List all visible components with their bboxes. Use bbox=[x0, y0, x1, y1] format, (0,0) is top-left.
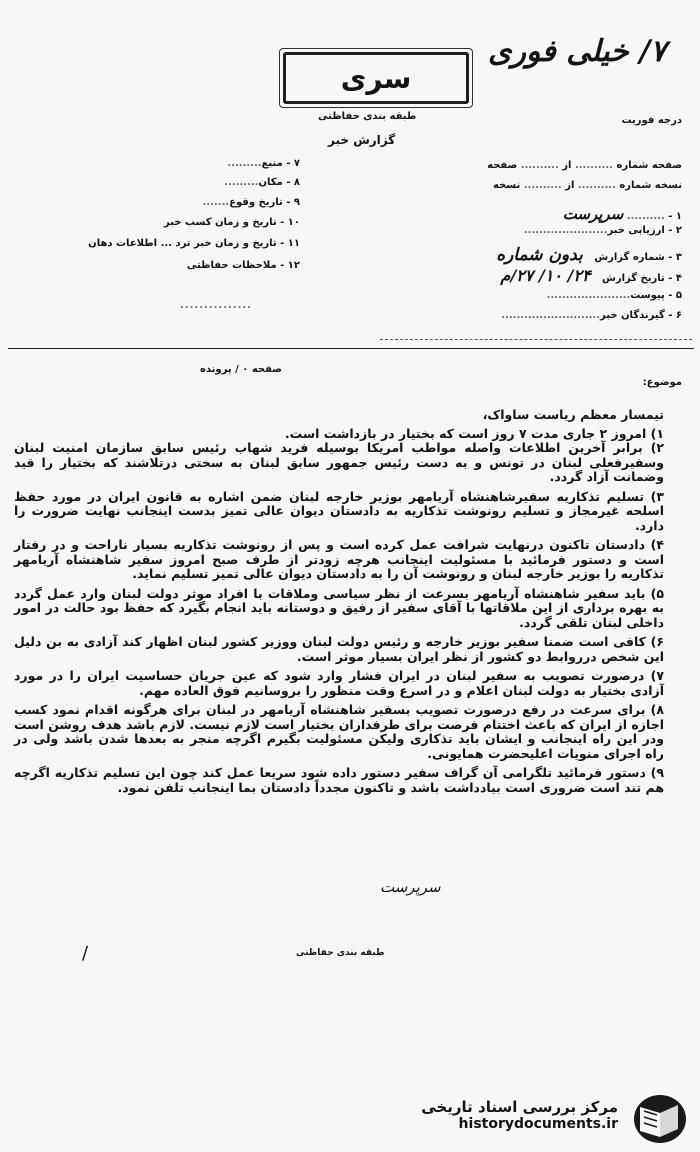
classification-caption: طبقه بندی حفاظتی bbox=[318, 111, 417, 122]
field-6: ۶ - گیرندگان خبر.......................... bbox=[501, 310, 682, 321]
paragraph-6: ۶) کافی است ضمنا سفیر بوزیر خارجه و رئیس دولت لبنان ووزیر کشور لبنان اظهار کند آزادی به بن دلیل این شخص درروابط دو کشور از نظر ایران بسیار موثر است. bbox=[14, 634, 664, 664]
field-12: ۱۲ - ملاحظات حفاظتی bbox=[186, 260, 300, 271]
handwritten-body-note: سرپرست bbox=[380, 878, 441, 896]
page-number-field: صفحه شماره .......... از .......... صفحه bbox=[487, 160, 682, 171]
paragraph-7: ۷) درصورت تصویب به سفیر لبنان در ایران فشار وارد شود که عین جریان حساسیت ایران را در مورد آزادی بختیار به دولت لبنان اعلام و در اسرع وقت منظور را بروسانیم فوق العاده مهم. bbox=[14, 668, 664, 698]
report-title: گزارش خبر bbox=[328, 133, 396, 147]
field-7: ۷ - منبع......... bbox=[227, 158, 300, 169]
field-2: ۲ - ارزیابی خبر...................... bbox=[523, 225, 682, 236]
margin-mark: ∕ bbox=[82, 943, 89, 964]
field-4: ۴ - تاریخ گزارش ۲۴/ ۱۰/ ۲۷/م bbox=[500, 266, 682, 285]
field-11: ۱۱ - تاریخ و زمان خبر ترد ... اطلاعات دهان bbox=[88, 238, 300, 249]
field-3: ۳ - شماره گزارش بدون شماره bbox=[496, 245, 682, 265]
field-9: ۹ - تاریخ وقوع....... bbox=[202, 197, 300, 208]
paragraph-8: ۸) برای سرعت در رفع درصورت تصویب بسفیر شاهنشاه آریامهر در لبنان برای هرگونه اقدام نمود کسب اجازه از ایران که باعث اختتام فرصت برای طرفداران بختیار است لازم نیست. لازم باشد هدف روشن است ودر این راه اینجانب و ایشان باید تذکاری ولیکن مسئولیت بگیرم اگرچه منجر به بعدها شدن باشد ولی در راه اجرای منویات اعلیحضرت همایونی. bbox=[14, 702, 664, 761]
header-divider bbox=[8, 348, 694, 349]
dotted-separator: ............... bbox=[180, 300, 252, 311]
footer-classification-caption: طبقه بندی حفاظتی bbox=[296, 948, 385, 958]
paragraph-3: ۳) تسلیم تذکاریه سفیرشاهنشاه آریامهر بوزیر خارجه لبنان ضمن اشاره به قانون ایران در مورد حفظ اسلحه غیرمجاز و تسلیم رونوشت تذکاریه به دادستان دیوان عالی تمیز بدست اینجانب نهایت ضرورت را دارد. bbox=[14, 488, 664, 533]
watermark bbox=[421, 1098, 618, 1132]
field-8: ۸ - مکان......... bbox=[224, 177, 300, 188]
paragraph-1: ۱) امروز ۲ جاری مدت ۷ روز است که بختیار در بازداشت است. bbox=[284, 425, 664, 441]
watermark-name: مرکز بررسی اسناد تاریخی bbox=[421, 1098, 618, 1116]
watermark-url: historydocuments.ir bbox=[458, 1116, 618, 1132]
field-10: ۱۰ - تاریخ و زمان کسب خبر bbox=[163, 217, 300, 228]
paragraph-2: ۲) برابر آخرین اطلاعات واصله مواطب امریکا بوسیله فرید شهاب رئیس سابق سازمان امنیت لبنان وسفیرفعلی لبنان در تونس و به دست رئیس جمهور سابق لبنان به سختی درتلاشند که بختیار را قید وضمانت آزاد گردد. bbox=[14, 440, 664, 484]
paragraph-5: ۵) باید سفیر شاهنشاه آریامهر بسرعت از نظر سیاسی وملاقات با افراد موثر دولت لبنان وارد عمل گردد به بهره برداری از این ملاقاتها با آقای سفیر از رفیق و دوستانه باید انجام بگیرد که حفظ بود حالت در امور داخلی لبنان تلقی گردد. bbox=[14, 585, 664, 630]
copy-number-field: نسخه شماره .......... از .......... نسخه bbox=[493, 180, 682, 191]
salutation: تیمسار معظم ریاست ساواک، bbox=[482, 407, 664, 422]
stamp-text: سری bbox=[340, 61, 412, 95]
paragraph-9: ۹) دستور فرمائید تلگرامی آن گراف سفیر دستور داده شود سریعا عمل کند چون این تسلیم تذکاریه اگرچه هم تند است ضروری است بیادداشت باشد و تاکنون مجدداً دادستان بما اینجانب تلفن نمود. bbox=[14, 765, 664, 795]
handwritten-urgency-note: ۷/ خیلی فوری bbox=[488, 34, 667, 69]
letter-body bbox=[14, 408, 664, 795]
secret-stamp bbox=[283, 52, 469, 104]
urgency-label: درجه فوریت bbox=[621, 115, 682, 126]
field-1: ۱ - .......... سرپرست bbox=[562, 205, 682, 223]
subject-label: موضوع: bbox=[642, 377, 682, 388]
paragraph-4: ۴) دادستان تاکنون درنهایت شرافت عمل کرده است و پس از رونوشت تذکاریه بسیار ناراحت و در رفتار است و دستور فرمائید با مسئولیت اینجانب هرچه زودتر از طرف صبح امروز سفیر شاهنشاه آریامهر تذکاریه را بوزیر خارجه لبنان و رونوشت آن را به دادستان دیوان عالی تمیز تسلیم نماید. bbox=[14, 537, 664, 581]
archive-logo-icon bbox=[626, 1093, 688, 1145]
header-dashed-line bbox=[380, 339, 692, 340]
page-mark: صفحه ۰ / پرونده bbox=[200, 364, 282, 375]
field-5: ۵ - پیوست...................... bbox=[546, 290, 682, 301]
